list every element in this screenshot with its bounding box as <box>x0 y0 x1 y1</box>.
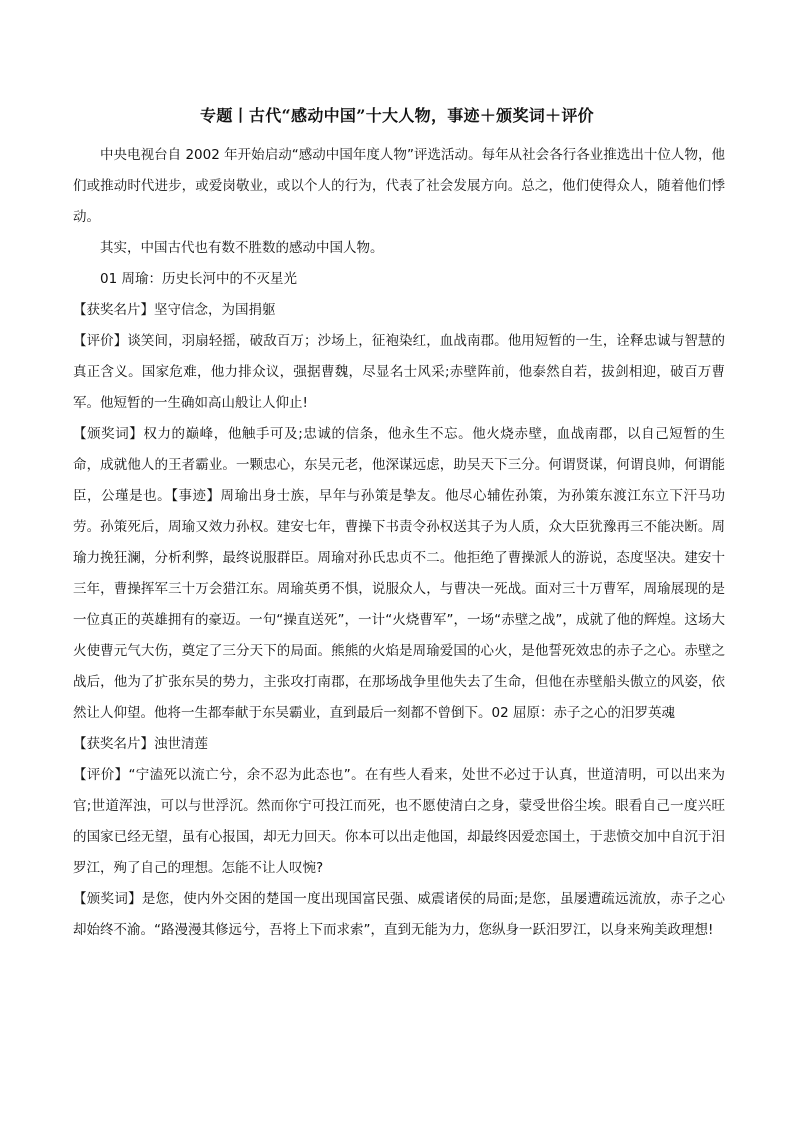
review-zhouyu: 【评价】谈笑间，羽扇轻摇，破敌百万；沙场上，征袍染红，血战南郡。他用短暂的一生，诠释忠诚与智慧的真正含义。国家危难，他力排众议，强据曹魏，尽显名士风采;赤壁阵前，他泰然自若，拔剑相迎，破百万曹军。他短暂的一生确如高山般让人仰止! <box>73 333 725 411</box>
section-heading-zhouyu: 01 周瑜：历史长河中的不灭星光 <box>100 271 297 287</box>
citation-quyuan: 【颁奖词】是您，使内外交困的楚国一度出现国富民强、威震诸侯的局面;是您，虽屡遭疏远流放，赤子之心却始终不渝。“路漫漫其修远兮，吾将上下而求索”，直到无能为力，您纵身一跃汨罗江，以身来殉美政理想! <box>73 891 725 938</box>
intro-paragraph-2: 其实，中国古代也有数不胜数的感动中国人物。 <box>100 240 384 256</box>
citation-zhouyu: 【颁奖词】权力的巅峰，他触手可及;忠诚的信条，他永生不忘。他火烧赤壁，血战南郡，以自己短暂的生命，成就他人的王者霸业。一颗忠心，东吴元老，他深谋远虑，助吴天下三分。何谓贤谋，何谓良帅，何谓能臣，公瑾是也。【事迹】周瑜出身士族，早年与孙策是挚友。他尽心辅佐孙策，为孙策东渡江东立下汗马功劳。孙策死后，周瑜又效力孙权。建安七年，曹操下书责令孙权送其子为人质，众大臣犹豫再三不能决断。周瑜力挽狂澜，分析利弊，最终说服群臣。周瑜对孙氏忠贞不二。他拒绝了曹操派人的游说，态度坚决。建安十三年，曹操挥军三十万会猎江东。周瑜英勇不惧，说服众人，与曹决一死战。面对三十万曹军，周瑜展现的是一位真正的英雄拥有的豪迈。一句“操直送死”，一计“火烧曹军”，一场“赤壁之战”，成就了他的辉煌。这场大火使曹元气大伤，奠定了三分天下的局面。熊熊的火焰是周瑜爱国的心火，是他誓死效忠的赤子之心。赤壁之战后，他为了扩张东吴的势力，主张攻打南郡，在那场战争里他失去了生命，但他在赤壁船头傲立的风姿，依然让人仰望。他将一生都奉献于东吴霸业，直到最后一刻都不曾倒下。02 屈原：赤子之心的汨罗英魂 <box>73 426 725 721</box>
intro-paragraph: 中央电视台自 2002 年开始启动“感动中国年度人物”评选活动。每年从社会各行各业推选出十位人物，他们或推动时代进步，或爱岗敬业，或以个人的行为，代表了社会发展方向。总之，他们使得众人，随着他们悸动。 <box>73 147 725 225</box>
review-quyuan: 【评价】“宁溘死以流亡兮，余不忍为此态也”。在有些人看来，处世不必过于认真，世道清明，可以出来为官;世道浑浊，可以与世浮沉。然而你宁可投江而死，也不愿使清白之身，蒙受世俗尘埃。眼看自己一度兴旺的国家已经无望，虽有心报国，却无力回天。你本可以出走他国，却最终因爱恋国土，于悲愤交加中自沉于汨罗江，殉了自己的理想。怎能不让人叹惋? <box>73 767 726 876</box>
document-body <box>73 140 725 946</box>
page-title: 专题丨古代“感动中国”十大人物，事迹＋颁奖词＋评价 <box>200 106 594 125</box>
award-card-zhouyu: 【获奖名片】坚守信念，为国捐躯 <box>73 302 276 318</box>
award-card-quyuan: 【获奖名片】浊世清莲 <box>73 736 208 752</box>
